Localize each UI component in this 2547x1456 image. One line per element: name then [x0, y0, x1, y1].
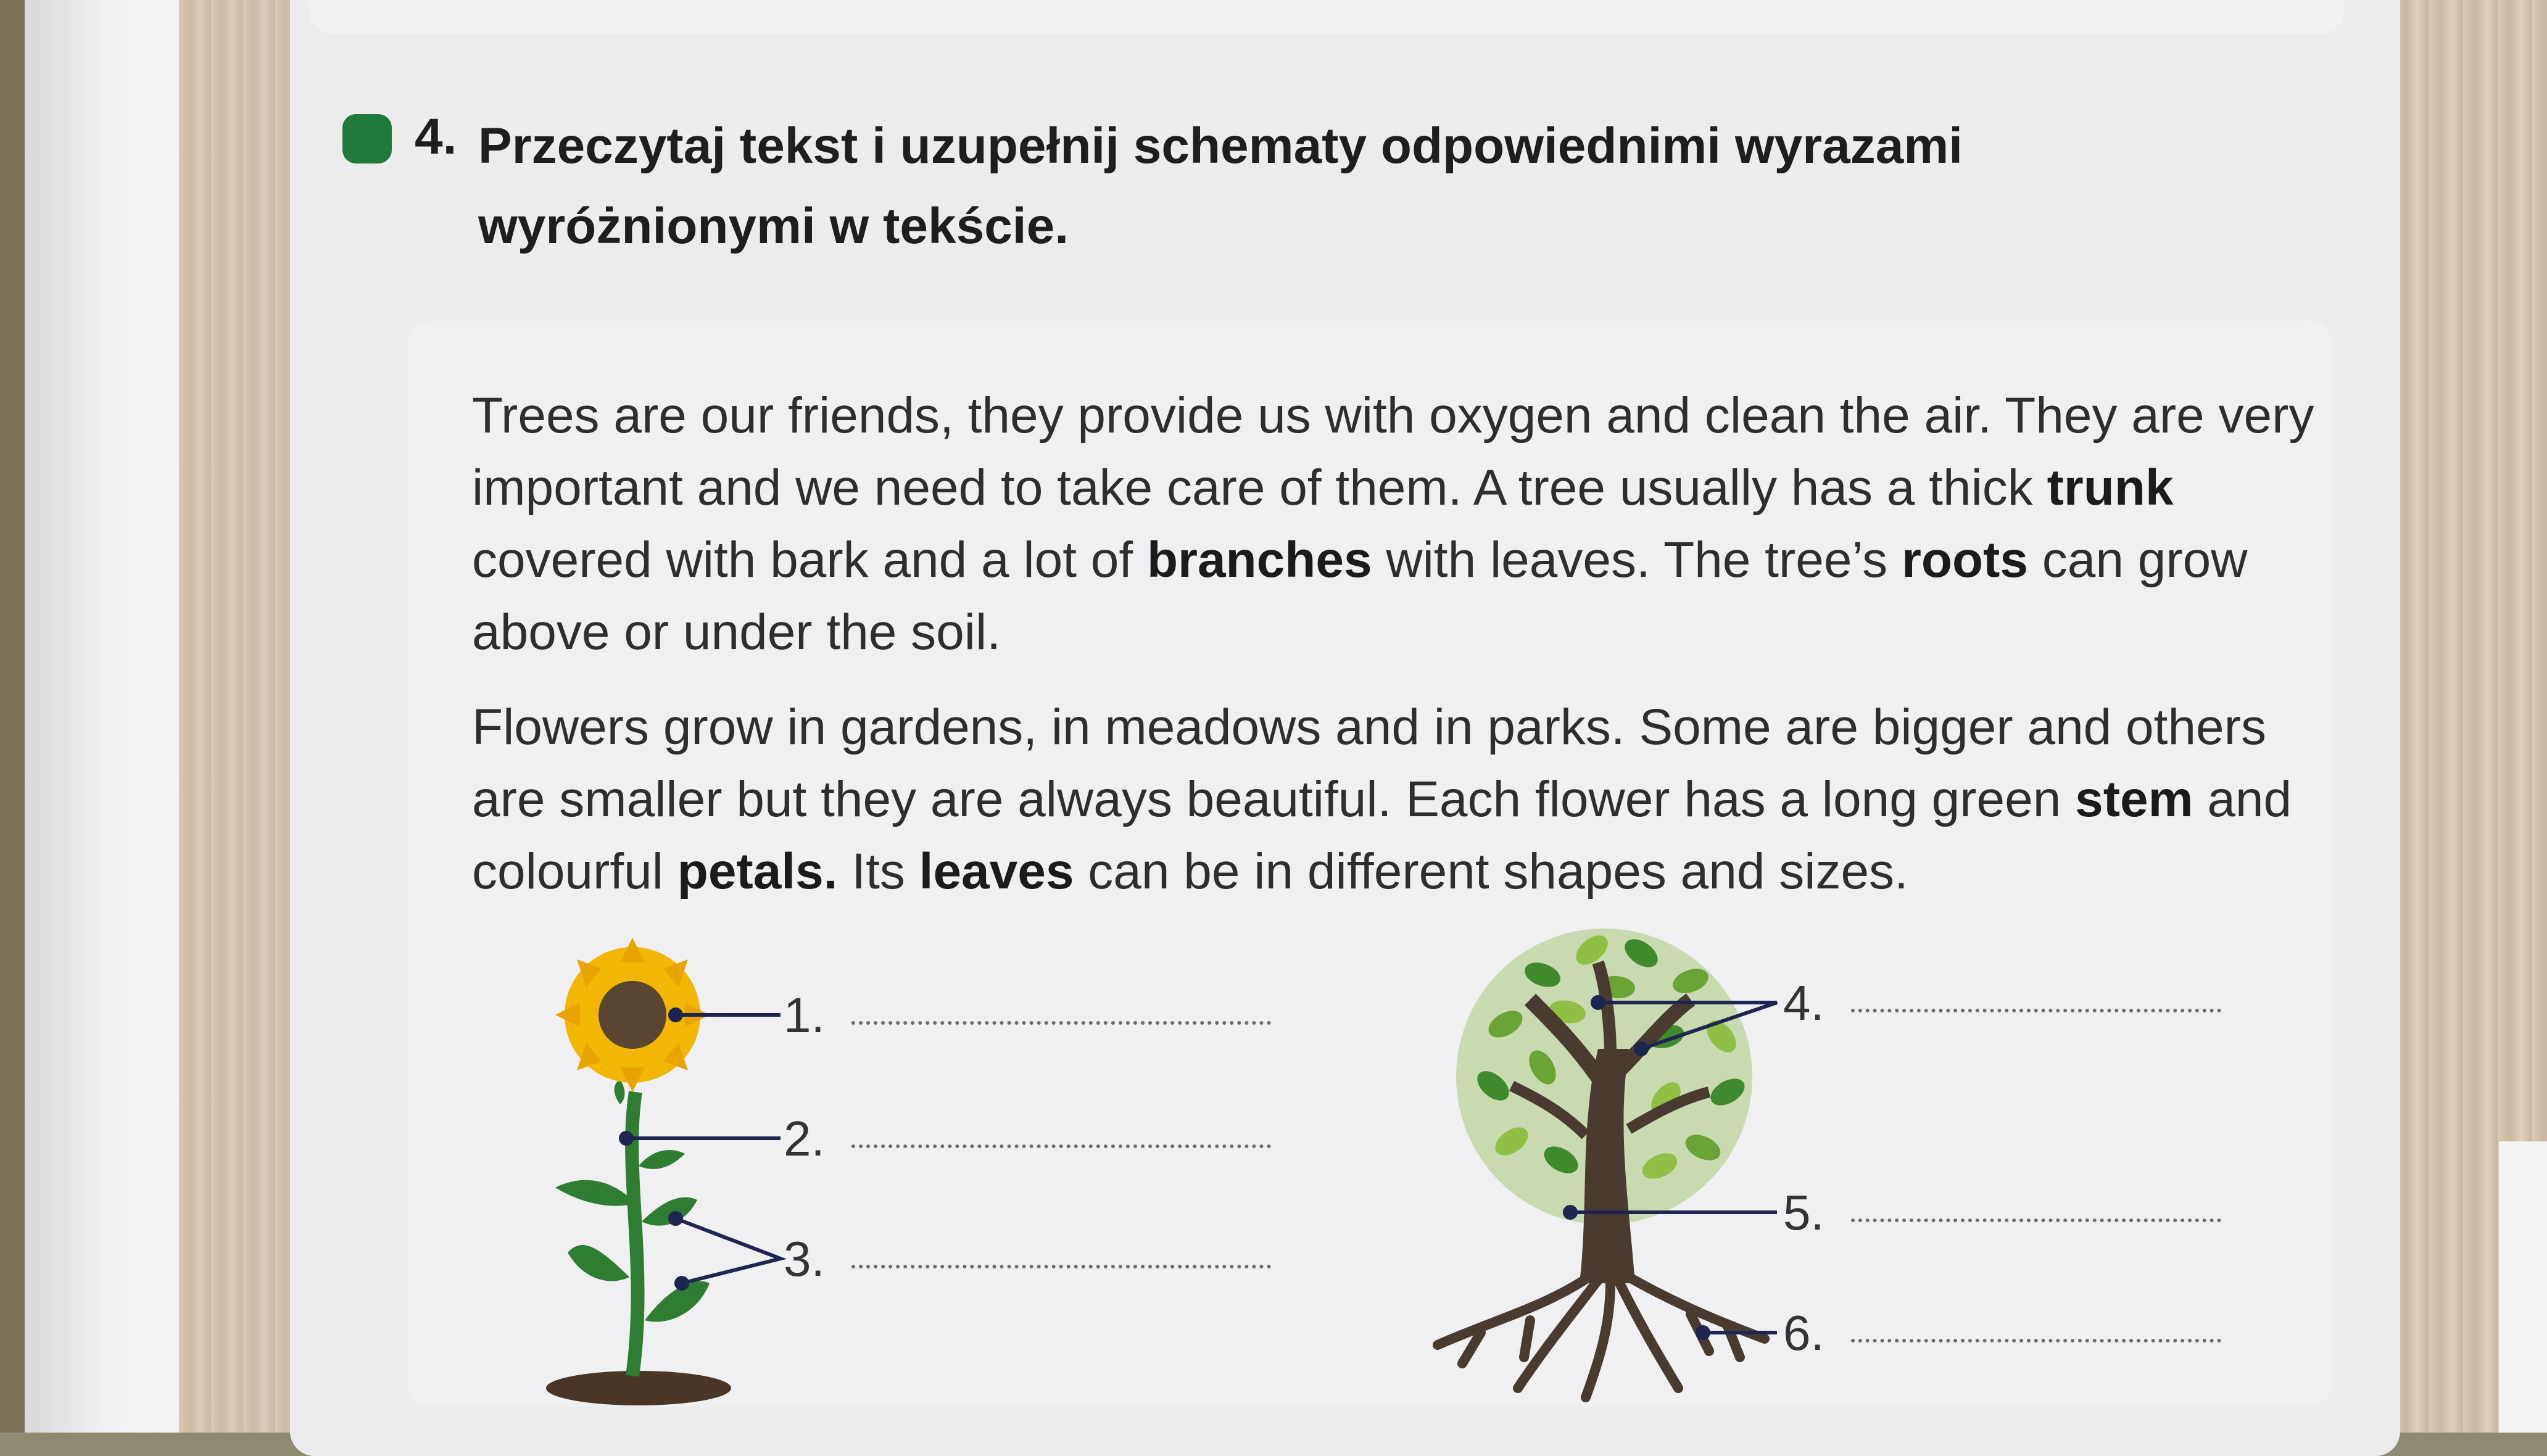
keyword-trunk: trunk	[2047, 460, 2174, 516]
flower-leaf	[639, 1150, 685, 1169]
flower-leaf	[555, 1180, 636, 1206]
tree-label-5: 5.	[1783, 1185, 1824, 1240]
instruction-line-2: wyróżnionymi w tekście.	[478, 198, 1069, 254]
instruction-line-1: Przeczytaj tekst i uzupełnij schematy odpowiednimi wyrazami	[478, 118, 1963, 174]
keyword-stem: stem	[2075, 771, 2193, 827]
text-segment: covered with bark and a lot of	[472, 532, 1147, 588]
text-segment: with leaves. The tree’s	[1372, 532, 1902, 588]
flower-stem	[632, 1092, 637, 1376]
text-segment: Flowers grow in gardens, in meadows and in parks. Some are bigger and others are smaller but they are always beautiful. Each flower has a long green	[472, 699, 2266, 827]
text-segment: can be in different shapes and sizes.	[1074, 843, 1908, 900]
exercise-number: 4.	[415, 109, 457, 165]
keyword-roots: roots	[1901, 532, 2028, 588]
tree-label-6: 6.	[1783, 1305, 1824, 1360]
keyword-petals: petals.	[677, 843, 838, 900]
answer-blank-5[interactable]	[1851, 1218, 2221, 1222]
answer-blank-4[interactable]	[1851, 1009, 2221, 1012]
text-segment: and colourful	[472, 771, 2292, 900]
text-segment: can grow above or under the soil.	[472, 532, 2248, 660]
tree-label-4: 4.	[1783, 975, 1824, 1030]
answer-blank-6[interactable]	[1851, 1339, 2221, 1342]
flower-center	[598, 981, 666, 1049]
keyword-leaves: leaves	[919, 843, 1074, 900]
keyword-branches: branches	[1146, 532, 1372, 588]
flower-leaf	[615, 1080, 625, 1104]
answer-blank-2[interactable]	[851, 1144, 1271, 1148]
text-segment: Trees are our friends, they provide us with oxygen and clean the air. They are very important and we need to take care of them. A tree usually has a thick	[472, 387, 2314, 516]
flower-label-2: 2.	[784, 1111, 825, 1166]
flower-label-1: 1.	[784, 988, 825, 1043]
sunflower-illustration	[546, 938, 731, 1405]
pointer-3	[676, 1218, 781, 1283]
flower-label-3: 3.	[784, 1231, 825, 1286]
tree-roots	[1438, 1277, 1765, 1397]
answer-blank-3[interactable]	[851, 1265, 1271, 1268]
flower-leaf	[568, 1245, 629, 1281]
text-segment: Its	[837, 843, 919, 900]
answer-blank-1[interactable]	[851, 1021, 1271, 1025]
